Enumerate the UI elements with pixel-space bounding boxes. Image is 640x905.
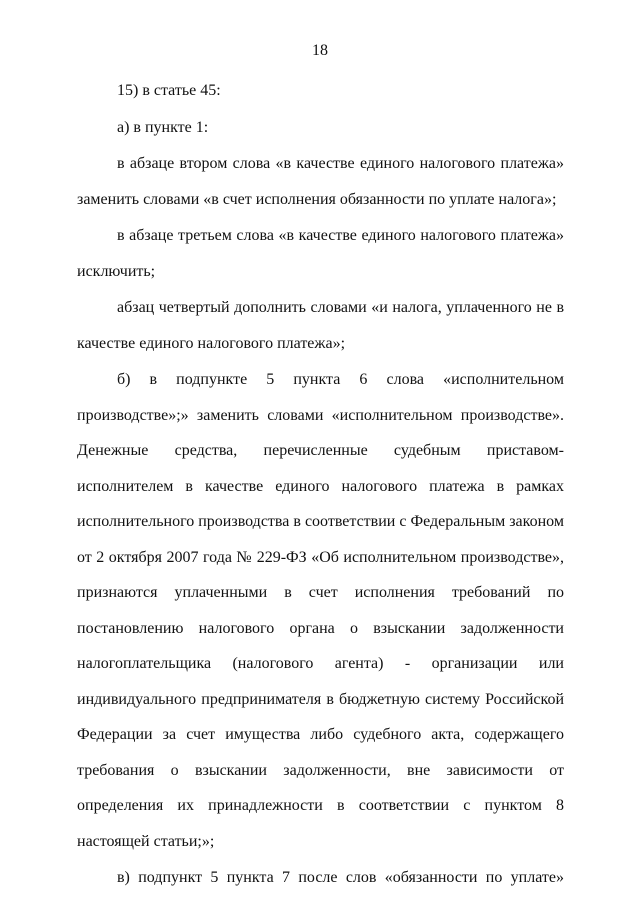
paragraph-abzac-2: в абзаце втором слова «в качестве единого налогового платежа» заменить словами «в счет исполнения обязанности по уплате налога»; <box>77 155 564 208</box>
paragraph-subitem-a: а) в пункте 1: <box>117 118 209 136</box>
paragraph-abzac-4: абзац четвертый дополнить словами «и налога, уплаченного не в качестве единого налогового платежа»; <box>77 299 564 352</box>
paragraph-subitem-v: в) подпункт 5 пункта 7 после слов «обязанности по уплате» <box>117 869 564 886</box>
page-number: 18 <box>312 42 328 59</box>
paragraph-item-15: 15) в статье 45: <box>117 82 221 99</box>
document-body <box>77 73 564 897</box>
paragraph-abzac-3: в абзаце третьем слова «в качестве единого налогового платежа» исключить; <box>77 227 564 280</box>
paragraph-subitem-b: б) в подпункте 5 пункта 6 слова «исполнительном производстве»;» заменить словами «исполнительном производстве». Денежные средства, перечисленные судебным приставом-исполнителем в качестве единого налогового платежа в рамках исполнительного производства в соответствии с Федеральным законом от 2 октября 2007 года № 229-ФЗ «Об исполнительном производстве», признаются уплаченными в счет исполнения требований по постановлению налогового органа о взыскании задолженности налогоплательщика (налогового агента) - организации или индивидуального предпринимателя в бюджетную систему Российской Федерации за счет имущества либо судебного акта, содержащего требования о взыскании задолженности, вне зависимости от определения их принадлежности в соответствии с пунктом 8 настоящей статьи;»; <box>77 371 564 850</box>
